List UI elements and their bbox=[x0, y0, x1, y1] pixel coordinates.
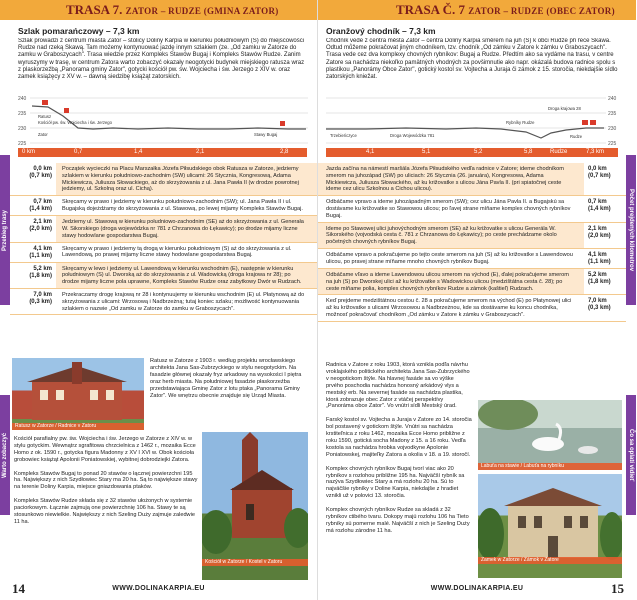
left-route-table bbox=[10, 163, 317, 315]
town-hall-caption: Ratusz w Zatorze / Radnice v Zatoru bbox=[12, 423, 144, 430]
right-header-title: TRASA Č. 7 bbox=[396, 2, 465, 17]
svg-text:235: 235 bbox=[608, 111, 617, 117]
sights-text: Kościół parafialny pw. św. Wojciecha i św. Jerzego w Zatorze z XIV w. w stylu gotyckim. Wewnątrz sgrafitowa chrzcielnica z 1462 r., mozaika Ecce Homo z ok. 1590 r., gotycka figura Madonny z XV I XVI w. Obok kościoła grobowiec książąt Apolonii Poniatowskiej, wybitnej dobrodziejki Zatora. Kompleks Stawów Bugaj to ponad 20 stawów o łącznej powierzchni 195 ha. Największy z nich Szydłowiec Stary ma 20 ha. Są to największe stawy na terenie Doliny Karpia, miejsce gniazdowania ptaków. Kompleks Stawów Rudze składa się z 32 stawów ułożonych w systemie paciorkowym. Łącznie zajmują one powierzchnię 106 ha. Stawy te są stosunkowo niewielkie. Największy z nich Szeling Duży zajmuje zaledwie 11 ha. bbox=[14, 436, 198, 525]
right-header-subtitle: ZATOR – RUDZE (OBEC ZATOR) bbox=[468, 6, 615, 16]
left-page bbox=[0, 0, 318, 600]
table-row: 5,2 km (1,8 km) Odbáčame vľavo a ideme Lawendowou ulicou smerom na východ (E), ďalej pokračujeme smerom na juh (S) po Dworskej ulici až ku križovatke s Wadowickou ulicou (medzištátna cesta č. 28); po ceste míňame polia, komplex chovných rybníkov Rudze a zámok (kaštieľ) Rudzach. bbox=[318, 269, 626, 295]
left-header-subtitle: ZATOR – RUDZE (GMINA ZATOR) bbox=[125, 6, 279, 16]
table-row: 2,1 km (2,0 km) Ideme po Stawowej ulici juhovýchodným smerom (SE) až ku križovatke s ulicou Generála W. Sikorského (vojvodská cesta č. 781 z Chrzanowa do Łękawicy); po ceste prechádzame okolo početných chovných rybníkov Bugaj. bbox=[318, 223, 626, 249]
swan-photo bbox=[478, 400, 622, 470]
right-route-table bbox=[318, 163, 626, 322]
right-section-title: Oranžový chodník – 7,3 km bbox=[326, 26, 436, 36]
left-chart-label-1: Kościół pw. św. Wojciecha i św. Jerzego bbox=[38, 120, 112, 125]
town-hall-photo bbox=[12, 358, 144, 430]
svg-text:225: 225 bbox=[18, 141, 27, 147]
svg-text:240: 240 bbox=[18, 96, 27, 102]
left-header bbox=[0, 0, 317, 20]
church-marker-icon bbox=[64, 108, 69, 113]
left-header-title: TRASA 7. bbox=[66, 2, 123, 17]
castle-photo bbox=[478, 474, 622, 578]
right-tick-5: 7,3 km bbox=[586, 149, 605, 155]
right-footer bbox=[318, 582, 636, 596]
right-tick-2: 5,2 bbox=[474, 149, 483, 155]
swan-caption: Labuťa na stawie / Labuťa na rybníku bbox=[478, 463, 622, 470]
website-link-right[interactable]: WWW.DOLINAKARPIA.EU bbox=[430, 585, 524, 592]
right-distance-scale bbox=[326, 148, 618, 157]
town-hall-illustration bbox=[12, 358, 144, 430]
table-row: 2,1 km (2,0 km) Jedziemy ul. Stawową w kierunku południowo-zachodnim (SE) aż do skrzyżowania z ul. Generała W. Sikorskiego (droga wojewódzka nr 781 z Chrzanowa do Łękawicy); po drodze mijamy liczne stawy hodowlane gospodarstwa Bugaj. bbox=[10, 216, 317, 242]
table-row: 4,1 km (1,1 km) Skręcamy w prawo i jedziemy tą drogą w kierunku południowym (S) aż do skrzyżowania z ul. Lawendową, po prawej mijamy liczne stawy hodowlane gospodarstwa Bugaj. bbox=[10, 243, 317, 263]
table-row: 0,7 km (1,4 km) Odbáčame vpravo a ideme juhozápadným smerom (SW); cez ulicu Jána Pavla II. a Bugajskú sa dostávame ku križovatke so Stawowou ulicou; po ľavej strane míňame komplex chovných rybníkov Bugaj. bbox=[318, 196, 626, 222]
left-sidebar-sights: Warto zobaczyć bbox=[0, 395, 10, 515]
right-sidebar-km: Počet prejdených kilometrov bbox=[626, 155, 636, 305]
right-chart-label-4: Rudze bbox=[570, 134, 583, 139]
table-row: 0,0 km (0,7 km) Początek wycieczki na Placu Marszałka Józefa Piłsudskiego obok Ratusza w Zatorze, jedziemy szlakiem w kierunku południowo-zachodnim (SW) ulicami: 26 Stycznia, Kongresową, Adama Mickiewicza, Juliusza Słowackiego, aż do skrzyżowania z ul. Jana Pawła II (w drodze powrotnej jedziemy, ul. Szkolną oraz ul. Cichą). bbox=[10, 163, 317, 196]
right-header bbox=[318, 0, 636, 20]
left-tick-1: 0,7 bbox=[74, 149, 83, 155]
right-elevation-profile bbox=[326, 88, 618, 148]
table-row: 0,0 km (0,7 km) Jazda začína na námestí maršála Józefa Piłsudského vedľa radnice v Zatore; ideme chodníkom smerom na juhozápad (SW) po uliciach: 26 Stycznia (26. januára), Kongresowa, Adama Mickiewicza, Juliusza Słowackého, až ku križovatke s ulicou Jána Pavla II. (pri spiatočnej ceste ideme cez ulicu Szkolnou a Cichou ulicou). bbox=[318, 163, 626, 196]
town-hall-text: Ratusz w Zatorze z 1903 r. według projektu wrocławskiego architekta Jana Sas-Zubrzyckiego w stylu neogotyckim. Na fasadzie głównej okazały fryz arkadowy na wysokości I piętra oraz herb miasta. Na południowej fasadzie płaskorzeźba przedstawiająca Gminę Zator z lotu ptaka „Panorama Gminy Zator". We wnętrzu obecnie znajduje się Urząd Miasta. bbox=[150, 358, 302, 399]
right-tick-1: 5,1 bbox=[422, 149, 431, 155]
right-sidebar-sights: Čo sa oplatí vidieť bbox=[626, 395, 636, 515]
ponds-marker-icon bbox=[280, 121, 285, 126]
right-chart-label-0: Trzebieńczyce bbox=[330, 133, 357, 138]
table-row: 0,7 km (1,4 km) Skręcamy w prawo i jedziemy w kierunku południowo-zachodnim (SW); ul. Jana Pawła II i ul. Bugajską dojeżdżamy do skrzyżowania z ul. Stawową, po lewej mijamy Kompleks Stawów Bugaj. bbox=[10, 196, 317, 216]
right-tick-0: 4,1 bbox=[366, 149, 375, 155]
svg-text:240: 240 bbox=[608, 96, 617, 102]
left-tick-0: 0 km bbox=[22, 149, 36, 155]
left-chart-label-3: Stawy Bugaj bbox=[254, 132, 278, 137]
svg-text:225: 225 bbox=[608, 141, 617, 147]
rudze-marker-icon bbox=[582, 120, 588, 125]
left-tick-4: 2,8 bbox=[280, 149, 289, 155]
left-tick-2: 1,4 bbox=[134, 149, 143, 155]
left-section-title: Szlak pomarańczowy – 7,3 km bbox=[18, 26, 140, 36]
left-intro: Szlak prowadzi z centrum miasta Zator – stolicy Doliny Karpia w kierunku południowym (S) do miejscowości Rudze nad rzeką Skawą. Tam możemy kontynuować jazdę innym szlakiem (ze. „Od zamku w Zatorze do zamku w Graboszycach". Trasa wiedzie przez Kompleks Stawów Bugaj i Kompleks Stawów Rudze. Zanim wyruszymy w trasę, w centrum Zatora warto zobaczyć okazały neogotycki budynek miejskiego ratusza wraz z plaskorzeźbą „Panorama gminy Zator", gotycki kościół pw. św. Wojciecha i św. Jerzego z XIV w. oraz zamek książęcy z XV w. – dawną siedzibę książąt zatorskich. bbox=[18, 38, 305, 81]
right-intro: Chodník vede z centra města Zator – centra Doliny Karpia směrem na juh (S) k obci Rudze při řece Skawa. Odtud můžeme pokračovat jiným chodníkem, tzv. chodník „Od zámku v Zatore k zámku v Graboszycach". Trasa vede cez dva komplexy chovných rybníkov: Bugaj a Rudze. Předtím ako sa vydáme na trasu, v centre Zatore sa nachádza niekoľko pamätných vhodných za povšimnutie ako napr. okázalá budova radnice spolu s plastikou „Panorámy Obce Zator", gotický kostol sv. Vojtecha a Juraja či zámok z 15. storočia, niekdajšie sídlo zatorských kniežat. bbox=[326, 38, 618, 81]
right-profile-svg bbox=[326, 88, 618, 148]
svg-text:235: 235 bbox=[18, 111, 27, 117]
page-number-right: 15 bbox=[611, 581, 624, 596]
left-distance-scale bbox=[18, 148, 307, 157]
page-number-left: 14 bbox=[12, 581, 25, 596]
left-footer bbox=[0, 582, 317, 596]
church-photo bbox=[202, 432, 308, 580]
church-caption: Kościół w Zatorze / Kostel v Zatoru bbox=[202, 559, 308, 566]
svg-text:230: 230 bbox=[608, 126, 617, 132]
left-chart-label-0: Ratusz bbox=[38, 114, 52, 119]
table-row: 5,2 km (1,8 km) Skręcamy w lewo i jedziemy ul. Lawendową w kierunku wschodnim (E), następnie w kierunku południowym (S) ul. Dworską aż do skrzyżowania z ul. Wadowicką (droga krajowa nr 28); po drodze mijamy liczne pola uprawne, Kompleks Stawów Rudze oraz zabytkowy Dwór w Rudzach. bbox=[10, 263, 317, 289]
right-page bbox=[318, 0, 636, 600]
right-tick-4: Rudze bbox=[550, 149, 568, 155]
left-sidebar-route: Przebieg trasy bbox=[0, 155, 10, 305]
right-sights-text: Radnica v Zatore z roku 1903, ktorá vznikla podľa návrhu vroklajského politického architekta Jana Sas-Zubrzyckého v neogotickom štýle. Na hlavnej fasáde sa vo výške prvého poschodia nachádza honosný arkádový vlys a mestský erb. Na severnej fasáde sa nachádza plastika, ktorá zobrazuje obec Zator z vtáčej perspektívy „Panoráma obce Zator". Vo vnútri sídli Mestský úrad. Farský kostol sv. Vojtecha a Juraja v Zatore zo 14. storočia bol postavený v gotickom štýle. Vnútri sa nachádza krstiteľnica z roku 1462, mozaika Ecce Homo približne z roku 1590, gotická socha Madony z 15. a 16 roku. Vedľa kostola sa nachádza hrobka vojvodkyne Apolonie Poniatowskej, majiteľky Zatora a okolia v 18. a 19. storočí. Komplex chovných rybníkov Bugaj tvorí viac ako 20 rybníkov s rozlohou približne 195 ha. Najväčší rybník sa nazýva Szydłowiec Stary a má rozlohu 20 ha. Sú to najväčšie rybníky v Doline Karpia, niekdajše z hradiet vznikli už v polovici 13. storočia. Komplex chovných rybníkov Rudze sa skladá z 32 rybníkov ctibého tvaru. Dokopy majú rozlohu 106 ha Tieto rybníky sú pomerne malé. Najväčší z nich je Szeling Duży má rozlohu zárodne 11 ha. bbox=[326, 362, 472, 534]
table-row: 7,0 km (0,3 km) Przekraczamy drogę krajową nr 28 i kontynuujemy w kierunku wschodnim (E) ul. Płatynową aż do skrzyżowania z ulicami: Wrzosową i Nadbrzeżną; tutaj koniec szlaku; możliwość kontynuowania szlakiem o nazwie „Od zamku w Zatorze do zamku w Graboszycach". bbox=[10, 289, 317, 315]
svg-text:230: 230 bbox=[18, 126, 27, 132]
castle-caption: Zamek w Zatorze / Zámok v Zatore bbox=[478, 557, 622, 564]
table-row: 4,1 km (1,1 km) Odbáčame vpravo a pokračujeme po tejto ceste smerom na juh (S) až ku križovatke s Lawendowou ulicou, po pravej strane míňame mnoho chovných rybníkov Bugaj. bbox=[318, 249, 626, 269]
left-tick-3: 2,1 bbox=[196, 149, 205, 155]
right-chart-label-1: Droga Wojewódzka 781 bbox=[390, 133, 435, 138]
manor-marker-icon bbox=[590, 120, 596, 125]
church-illustration bbox=[202, 432, 308, 580]
swan-illustration bbox=[478, 400, 622, 470]
right-chart-label-2: Rybníky Rudze bbox=[506, 120, 535, 125]
right-chart-label-3: Droga krajowa 28 bbox=[548, 106, 581, 111]
left-chart-label-2: Zator bbox=[38, 132, 48, 137]
website-link-left[interactable]: WWW.DOLINAKARPIA.EU bbox=[112, 585, 205, 592]
left-profile-svg bbox=[18, 88, 308, 148]
table-row: 7,0 km (0,3 km) Keď prejdeme medzištátnou cestou č. 28 a pokračujeme smerom na východ (E) po Płatynowej ulici až ku križovatke s ulicami Wrzosowou a Nadbrzeżnou, kde sa dostávame ku koncu chodníka, možnosť pokračovať chodníkom „Od zámku v Zatore k zámku v Graboszycach". bbox=[318, 295, 626, 321]
ratusz-marker-icon bbox=[42, 100, 48, 105]
right-tick-3: 5,8 bbox=[524, 149, 533, 155]
left-elevation-profile bbox=[18, 88, 307, 148]
